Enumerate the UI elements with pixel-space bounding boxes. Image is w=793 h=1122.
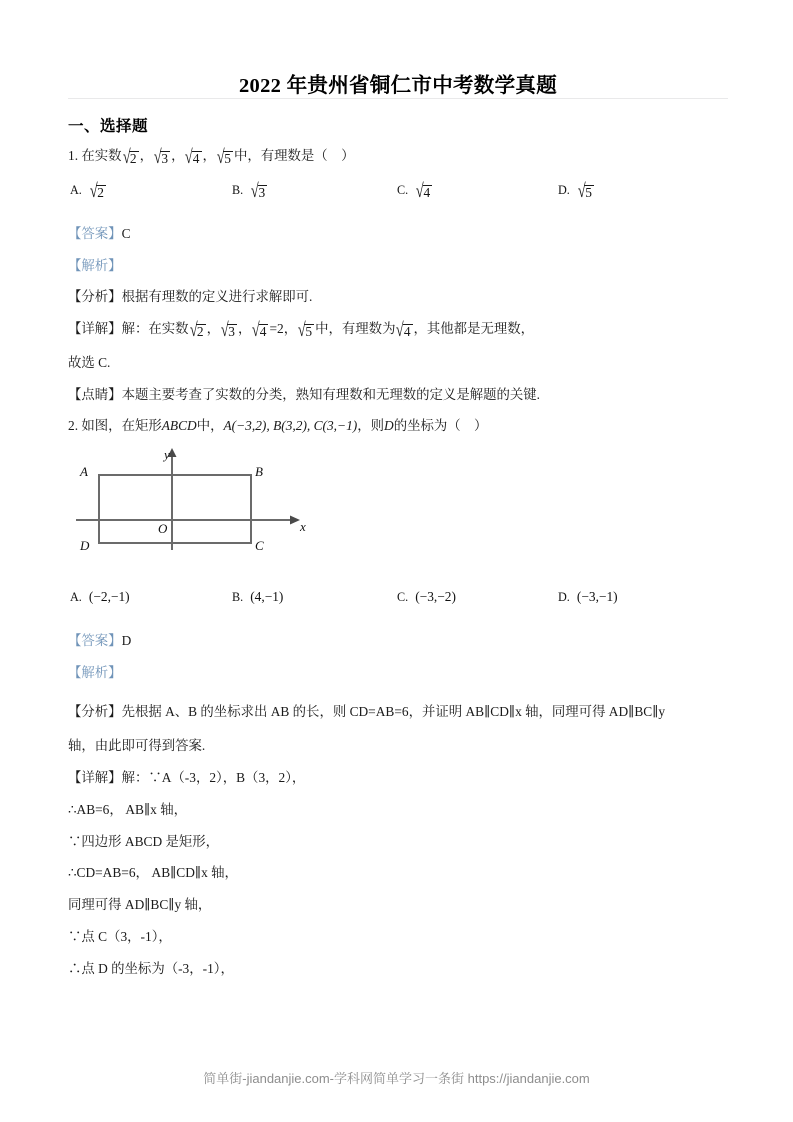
detail-label: 【详解】 bbox=[68, 321, 122, 336]
question-1-insight bbox=[68, 387, 728, 404]
option-letter: B. bbox=[232, 590, 244, 604]
radicand: 5 bbox=[305, 324, 313, 339]
question-2-detail-line-3: ∵四边形 ABCD 是矩形， bbox=[68, 833, 220, 849]
question-2-options bbox=[68, 589, 728, 615]
option-value: (−3,−1) bbox=[576, 589, 618, 604]
radical-3 bbox=[220, 318, 238, 341]
detail-label: 【详解】 bbox=[68, 770, 122, 785]
radical-option bbox=[415, 179, 433, 202]
radical-sign-icon: √ bbox=[577, 179, 586, 202]
q2-stem-part-e: 的坐标为（ bbox=[393, 418, 461, 434]
radical-4 bbox=[251, 318, 269, 341]
radicand: 5 bbox=[224, 151, 231, 166]
section-heading: 一、选择题 bbox=[68, 118, 149, 135]
question-2-stem bbox=[68, 418, 728, 435]
radical-3 bbox=[153, 145, 171, 168]
q2-coordinates: A(−3,2), B(3,2), C(3,−1) bbox=[223, 418, 358, 434]
option-letter: C. bbox=[397, 182, 409, 197]
document-content bbox=[68, 58, 728, 992]
q2-number: 2. bbox=[68, 418, 79, 434]
vertex-label-a: A bbox=[80, 464, 88, 479]
question-1-options bbox=[68, 179, 728, 208]
radicand: 3 bbox=[161, 151, 169, 166]
coordinate-figure bbox=[68, 445, 368, 567]
question-1-detail bbox=[68, 318, 728, 341]
radical-sign-icon: √ bbox=[220, 318, 229, 341]
sep3: ， bbox=[202, 148, 216, 163]
option-c[interactable] bbox=[397, 179, 433, 202]
question-2-detail-line-5: 同理可得 AD∥BC∥y 轴， bbox=[68, 897, 212, 912]
radical-option bbox=[577, 179, 595, 202]
option-letter: A. bbox=[70, 590, 82, 604]
question-1-explain-label bbox=[68, 258, 728, 275]
option-letter: D. bbox=[558, 182, 570, 197]
option-b[interactable] bbox=[232, 589, 283, 605]
explain-label: 【解析】 bbox=[68, 664, 122, 680]
radical-option bbox=[89, 179, 107, 202]
analysis-label: 【分析】 bbox=[68, 703, 122, 719]
option-b[interactable] bbox=[232, 179, 268, 202]
option-letter: D. bbox=[558, 590, 570, 604]
radical-5 bbox=[297, 318, 315, 341]
radical-sign-icon: √ bbox=[415, 179, 424, 202]
question-2-analysis-line-1 bbox=[68, 704, 728, 721]
radical-sign-icon: √ bbox=[396, 318, 405, 341]
radical-option bbox=[250, 179, 268, 202]
q2-stem-part-b: 中， bbox=[196, 418, 224, 434]
question-2-analysis-line-2: 轴，由此即可得到答案. bbox=[68, 738, 206, 754]
option-value: (−2,−1) bbox=[88, 589, 130, 604]
axis-label-y: y bbox=[164, 447, 170, 462]
radical-sign-icon: √ bbox=[122, 145, 131, 168]
q1-number: 1. bbox=[68, 148, 79, 163]
option-letter: C. bbox=[397, 590, 409, 604]
answer-value: D bbox=[121, 633, 132, 648]
question-2-answer bbox=[68, 633, 728, 650]
q2-point-d: D bbox=[384, 418, 394, 434]
option-value: (−3,−2) bbox=[415, 589, 456, 604]
page-title: 2022 年贵州省铜仁市中考数学真题 bbox=[238, 75, 558, 97]
x-axis-arrow-icon bbox=[290, 516, 300, 525]
analysis-text: 根据有理数的定义进行求解即可. bbox=[121, 289, 313, 305]
radicand: 3 bbox=[258, 184, 266, 200]
question-1-conclusion: 故选 C. bbox=[68, 354, 111, 370]
option-value: (4,−1) bbox=[250, 589, 284, 604]
radical-sign-icon: √ bbox=[153, 145, 162, 168]
question-2-detail-line-7: ∴点 D 的坐标为（-3，-1）， bbox=[68, 960, 234, 976]
analysis-text: 先根据 A、B 的坐标求出 AB 的长，则 CD=AB=6，并证明 AB∥CD∥x 轴，同理可得 AD∥BC∥y bbox=[121, 703, 666, 719]
option-d[interactable] bbox=[558, 589, 618, 605]
detail-mid: 中，有理数为 bbox=[315, 321, 396, 336]
option-a[interactable] bbox=[70, 589, 130, 605]
option-a[interactable] bbox=[70, 179, 107, 202]
vertex-label-b: B bbox=[255, 464, 263, 479]
answer-label: 【答案】 bbox=[68, 633, 122, 648]
origin-label: O bbox=[158, 521, 168, 536]
question-2-explain-label bbox=[68, 665, 728, 682]
radical-sign-icon: √ bbox=[297, 318, 306, 341]
q1-stem-part-c: ） bbox=[341, 148, 355, 163]
q2-stem-part-f: ） bbox=[474, 418, 488, 434]
explain-label: 【解析】 bbox=[68, 257, 122, 273]
question-2-detail-line-6: ∵点 C（3，-1）， bbox=[68, 928, 172, 944]
radical-5 bbox=[216, 145, 234, 168]
radicand: 4 bbox=[259, 324, 267, 339]
page-footer-watermark: 简单街-jiandanjie.com-学科网简单学习一条街 https://jiandanjie.com bbox=[203, 1071, 590, 1086]
question-2-detail-line-2: ∴AB=6， AB∥x 轴， bbox=[68, 801, 187, 817]
sep2: ， bbox=[171, 148, 185, 163]
insight-label: 【点睛】 bbox=[68, 386, 122, 402]
radical-sign-icon: √ bbox=[216, 145, 225, 168]
detail-text: 解：∵A（-3，2），B（3，2）， bbox=[121, 770, 306, 785]
q1-stem-part-a: 在实数 bbox=[81, 148, 122, 163]
axis-label-x: x bbox=[300, 519, 306, 534]
option-c[interactable] bbox=[397, 589, 456, 605]
radical-4b bbox=[395, 318, 413, 341]
question-1-stem bbox=[68, 145, 728, 168]
sep2: ， bbox=[238, 321, 252, 336]
option-d[interactable] bbox=[558, 179, 595, 202]
rectangle-abcd bbox=[99, 475, 251, 543]
radicand: 2 bbox=[196, 324, 204, 339]
answer-label: 【答案】 bbox=[68, 225, 122, 241]
radical-sign-icon: √ bbox=[252, 318, 261, 341]
detail-pre: 解：在实数 bbox=[121, 321, 189, 336]
question-2-detail-line-4: ∴CD=AB=6， AB∥CD∥x 轴， bbox=[68, 865, 238, 881]
radicand: 4 bbox=[403, 324, 411, 339]
radicand: 4 bbox=[192, 151, 200, 166]
q2-stem-part-a: 如图，在矩形 bbox=[81, 418, 162, 434]
detail-post: ，其他都是无理数， bbox=[413, 321, 535, 336]
q2-rect-name: ABCD bbox=[161, 418, 197, 434]
question-1-answer bbox=[68, 226, 728, 243]
vertex-label-d: D bbox=[80, 538, 90, 553]
coordinate-plane-svg bbox=[68, 445, 368, 567]
q1-stem-part-b: 中，有理数是（ bbox=[233, 148, 328, 163]
radicand: 4 bbox=[423, 184, 431, 200]
vertex-label-c: C bbox=[255, 538, 264, 553]
analysis-label: 【分析】 bbox=[68, 289, 122, 305]
radical-sign-icon: √ bbox=[250, 179, 259, 202]
radical-sign-icon: √ bbox=[185, 145, 194, 168]
radicand: 5 bbox=[585, 184, 592, 200]
insight-text: 本题主要考查了实数的分类，熟知有理数和无理数的定义是解题的关键. bbox=[121, 386, 541, 402]
radical-2 bbox=[122, 145, 140, 168]
answer-value: C bbox=[121, 225, 131, 241]
radical-4 bbox=[184, 145, 202, 168]
q2-stem-part-c: ，则 bbox=[357, 418, 385, 434]
radical-sign-icon: √ bbox=[89, 179, 98, 202]
sep3: ， bbox=[283, 321, 298, 336]
question-1-analysis bbox=[68, 289, 728, 306]
sep1: ， bbox=[139, 148, 154, 163]
radicand: 3 bbox=[228, 324, 235, 339]
option-letter: A. bbox=[70, 182, 82, 197]
question-2-detail-line-1 bbox=[68, 770, 728, 787]
sep1: ， bbox=[206, 321, 220, 336]
detail-equals: =2 bbox=[269, 321, 284, 336]
radicand: 2 bbox=[129, 151, 137, 166]
radical-2 bbox=[189, 318, 207, 341]
option-letter: B. bbox=[232, 182, 244, 197]
radicand: 2 bbox=[97, 184, 104, 200]
radical-sign-icon: √ bbox=[189, 318, 198, 341]
